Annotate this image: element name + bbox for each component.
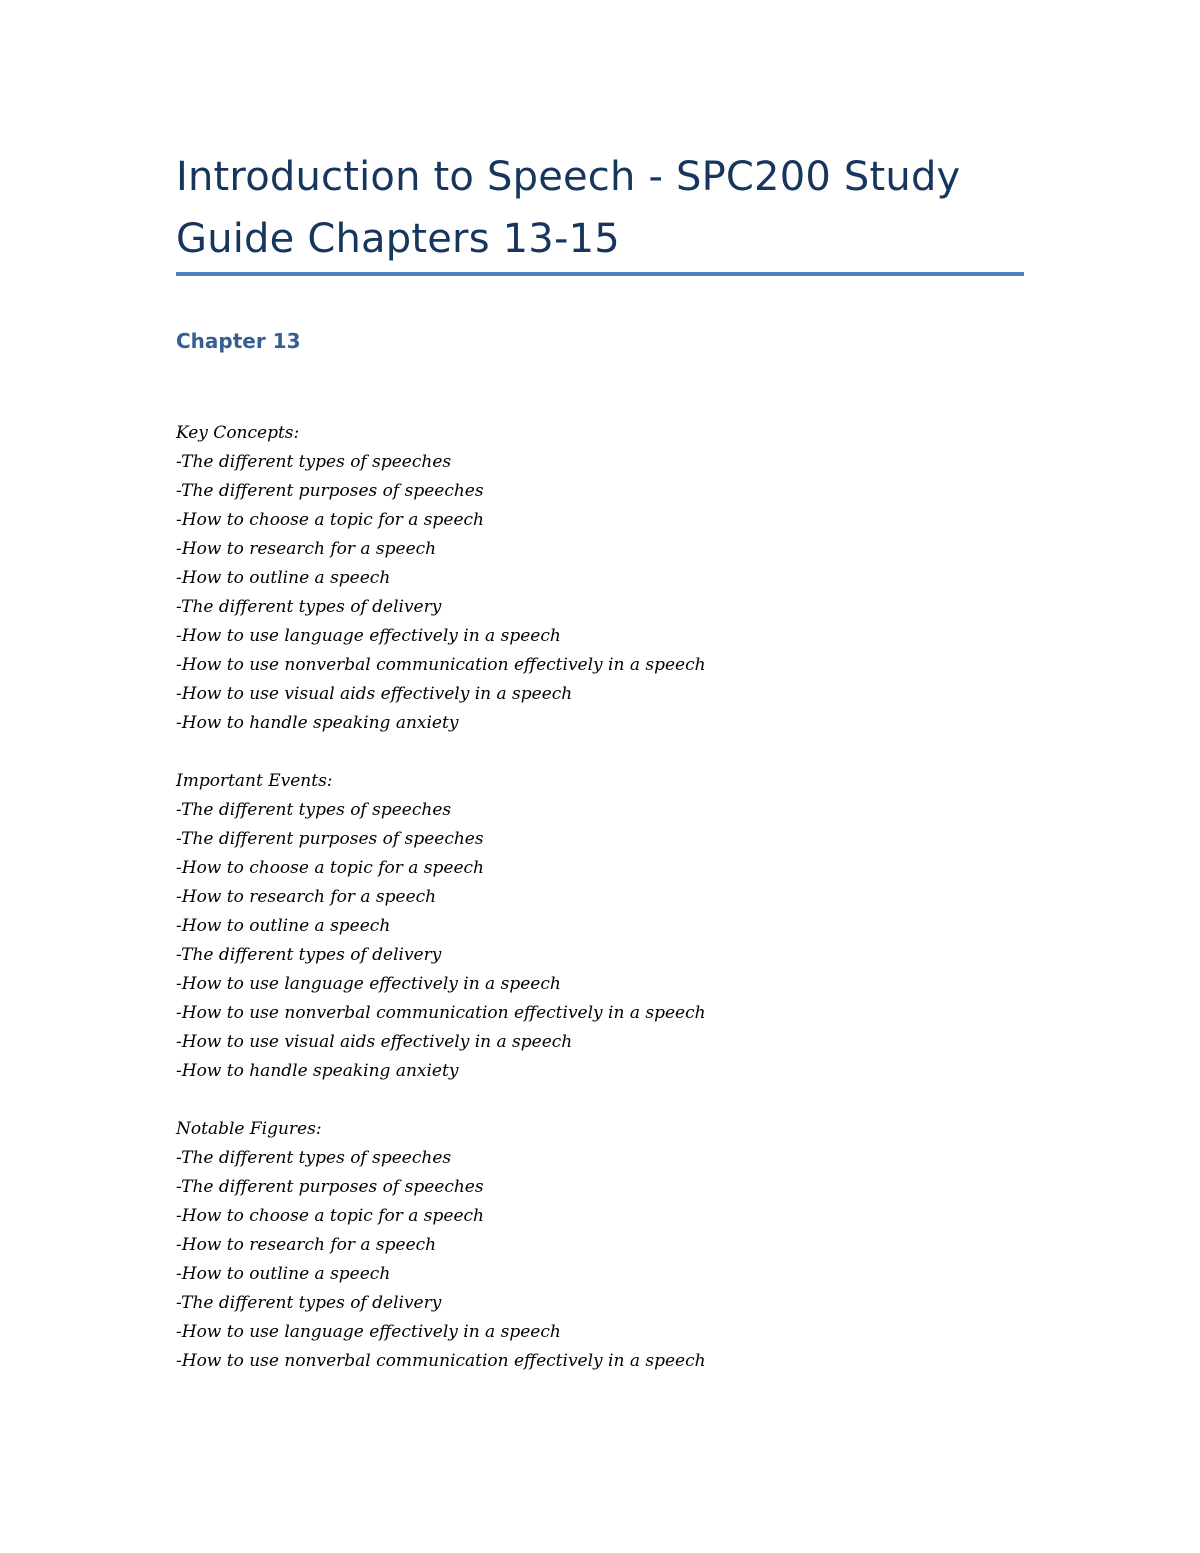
list-item: -How to choose a topic for a speech <box>176 858 485 878</box>
section-label: Notable Figures: <box>176 1119 322 1139</box>
list-item: -How to outline a speech <box>176 1264 391 1284</box>
section-label: Key Concepts: <box>176 423 300 443</box>
chapter-heading: Chapter 13 <box>176 329 301 353</box>
list-item: -How to use nonverbal communication effectively in a speech <box>176 1003 706 1023</box>
list-item: -How to use nonverbal communication effectively in a speech <box>176 655 706 675</box>
study-guide-body <box>176 419 1056 1405</box>
list-item: -How to research for a speech <box>176 539 437 559</box>
list-item: -The different purposes of speeches <box>176 1177 484 1197</box>
list-item: -The different types of delivery <box>176 597 442 617</box>
document-title-line-1: Introduction to Speech - SPC200 Study <box>176 154 961 200</box>
section-important-events <box>176 767 1056 1086</box>
list-item: -How to handle speaking anxiety <box>176 713 459 733</box>
list-item: -How to use language effectively in a speech <box>176 1322 561 1342</box>
document-title-line-2: Guide Chapters 13-15 <box>176 216 620 262</box>
section-notable-figures <box>176 1115 1056 1376</box>
list-item: -How to outline a speech <box>176 916 391 936</box>
list-item: -How to outline a speech <box>176 568 391 588</box>
list-item: -How to research for a speech <box>176 887 437 907</box>
list-item: -The different types of speeches <box>176 1148 452 1168</box>
list-item: -How to research for a speech <box>176 1235 437 1255</box>
list-item: -How to use language effectively in a speech <box>176 974 561 994</box>
list-item: -How to use nonverbal communication effectively in a speech <box>176 1351 706 1371</box>
list-item: -How to use visual aids effectively in a speech <box>176 684 573 704</box>
section-label: Important Events: <box>176 771 333 791</box>
list-item: -The different types of speeches <box>176 452 452 472</box>
list-item: -How to choose a topic for a speech <box>176 510 485 530</box>
list-item: -The different purposes of speeches <box>176 829 484 849</box>
list-item: -How to choose a topic for a speech <box>176 1206 485 1226</box>
list-item: -The different types of delivery <box>176 945 442 965</box>
document-title <box>176 146 1036 270</box>
section-key-concepts <box>176 419 1056 738</box>
list-item: -How to handle speaking anxiety <box>176 1061 459 1081</box>
list-item: -The different purposes of speeches <box>176 481 484 501</box>
title-underline-rule <box>176 272 1024 276</box>
list-item: -The different types of delivery <box>176 1293 442 1313</box>
list-item: -The different types of speeches <box>176 800 452 820</box>
list-item: -How to use visual aids effectively in a speech <box>176 1032 573 1052</box>
list-item: -How to use language effectively in a speech <box>176 626 561 646</box>
